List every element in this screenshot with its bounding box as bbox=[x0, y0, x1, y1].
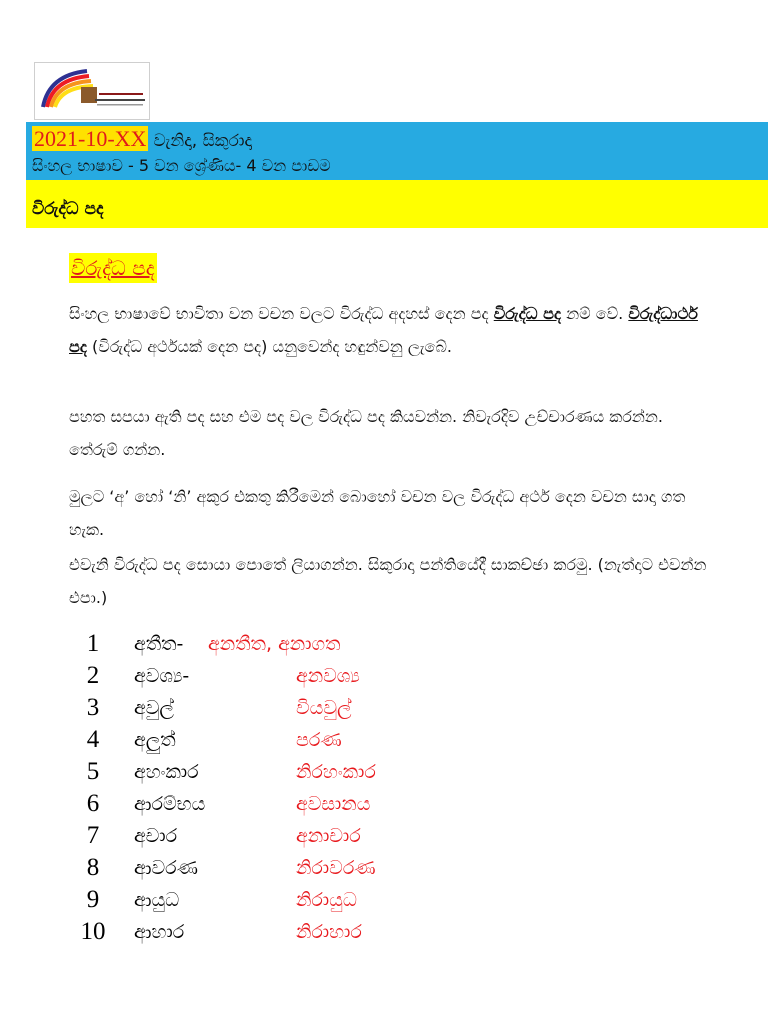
prefix-paragraph: මුලට ‘අ’ හෝ ‘නි’ අකුර එකතු කිරීමෙන් බොහෝ වචන වල විරුද්ධ අර්ථ දෙන වචන සාදා ගත හැක. bbox=[69, 487, 686, 539]
list-item bbox=[74, 692, 474, 724]
term-virudda-pada: විරුද්ධ පද bbox=[493, 304, 562, 323]
list-item bbox=[74, 628, 474, 660]
word: ආහාර bbox=[134, 921, 185, 943]
item-number: 5 bbox=[86, 758, 100, 785]
list-item bbox=[74, 916, 474, 948]
item-number: 4 bbox=[86, 726, 100, 753]
text-span: නම් වේ. bbox=[561, 304, 629, 323]
word: ආයුධ bbox=[134, 889, 180, 911]
opposite-word: අනාචාර bbox=[296, 825, 361, 847]
list-item bbox=[74, 788, 474, 820]
text-span: (විරුද්ධ අර්ථයක් දෙන පද) යනුවෙන්ද හඳුන්වනු ලැබේ. bbox=[86, 337, 452, 356]
header-yellow-band bbox=[26, 180, 768, 228]
item-number: 3 bbox=[86, 694, 100, 721]
opposite-word: නිරාහාර bbox=[296, 921, 362, 943]
term-viruddartha-pada: විරුද්ධාර්ථ පද bbox=[69, 304, 698, 356]
opposite-word: අනවශ්‍ය bbox=[296, 665, 360, 687]
list-item bbox=[74, 660, 474, 692]
opposite-word: අවසානය bbox=[296, 793, 371, 815]
subject-line: සිංහල භාෂාව - 5 වන ශ්‍රේණිය- 4 වන පාඩම bbox=[32, 156, 331, 175]
word: අලුත් bbox=[134, 729, 176, 751]
word: ආරම්භය bbox=[134, 793, 206, 815]
date-line bbox=[32, 125, 252, 152]
item-number: 2 bbox=[86, 662, 100, 689]
word: අචාර bbox=[134, 825, 178, 847]
opposite-word: අනතීත, අනාගත bbox=[208, 633, 341, 655]
instruction-paragraph: පහත සපයා ඇති පද සහ එම පද වල විරුද්ධ පද කියවන්න. නිවැරදිව උච්චාරණය කරන්න. තේරුම් ගන්න. bbox=[69, 407, 663, 459]
item-number: 1 bbox=[86, 630, 100, 657]
opposite-word: වියවුල් bbox=[296, 697, 352, 719]
list-item bbox=[74, 756, 474, 788]
item-number: 6 bbox=[86, 790, 100, 817]
logo bbox=[34, 62, 150, 120]
homework-paragraph: එවැනි විරුද්ධ පද සොයා පොතේ ලියාගන්න. සිකුරාදා පන්තියේදී සාකච්ඡා කරමු. (නැත්දාට එවන්න එපා.) bbox=[69, 555, 707, 607]
list-item bbox=[74, 820, 474, 852]
item-number: 8 bbox=[86, 854, 100, 881]
list-item bbox=[74, 852, 474, 884]
opposite-word: පරණ bbox=[296, 729, 342, 751]
opposite-word: නිරාවරණ bbox=[296, 857, 376, 879]
opposite-word: නිරහංකාර bbox=[296, 761, 376, 783]
word: ආවරණ bbox=[134, 857, 198, 879]
word: අවශ්‍ය- bbox=[134, 665, 190, 687]
word: අතීත- bbox=[134, 633, 184, 655]
intro-paragraph bbox=[69, 297, 709, 363]
antonym-list bbox=[74, 628, 474, 948]
item-number: 7 bbox=[86, 822, 100, 849]
day-value: වැනිදා, සිකුරාදා bbox=[153, 131, 252, 151]
text-span: සිංහල භාෂාවේ භාවිතා වන වචන වලට විරුද්ධ අදහස් දෙන පද bbox=[69, 304, 494, 323]
date-value: 2021-10-XX bbox=[34, 126, 147, 151]
list-item bbox=[74, 884, 474, 916]
opposite-word: නිරායුධ bbox=[296, 889, 357, 911]
word: අවුල් bbox=[134, 697, 174, 719]
page-title: විරුද්ධ පද bbox=[69, 253, 157, 283]
item-number: 9 bbox=[86, 886, 100, 913]
item-number: 10 bbox=[80, 918, 106, 945]
education-centre-logo-icon bbox=[35, 63, 149, 119]
list-item bbox=[74, 724, 474, 756]
word: අහංකාර bbox=[134, 761, 199, 783]
lesson-heading: විරුද්ධ පද bbox=[32, 199, 104, 219]
